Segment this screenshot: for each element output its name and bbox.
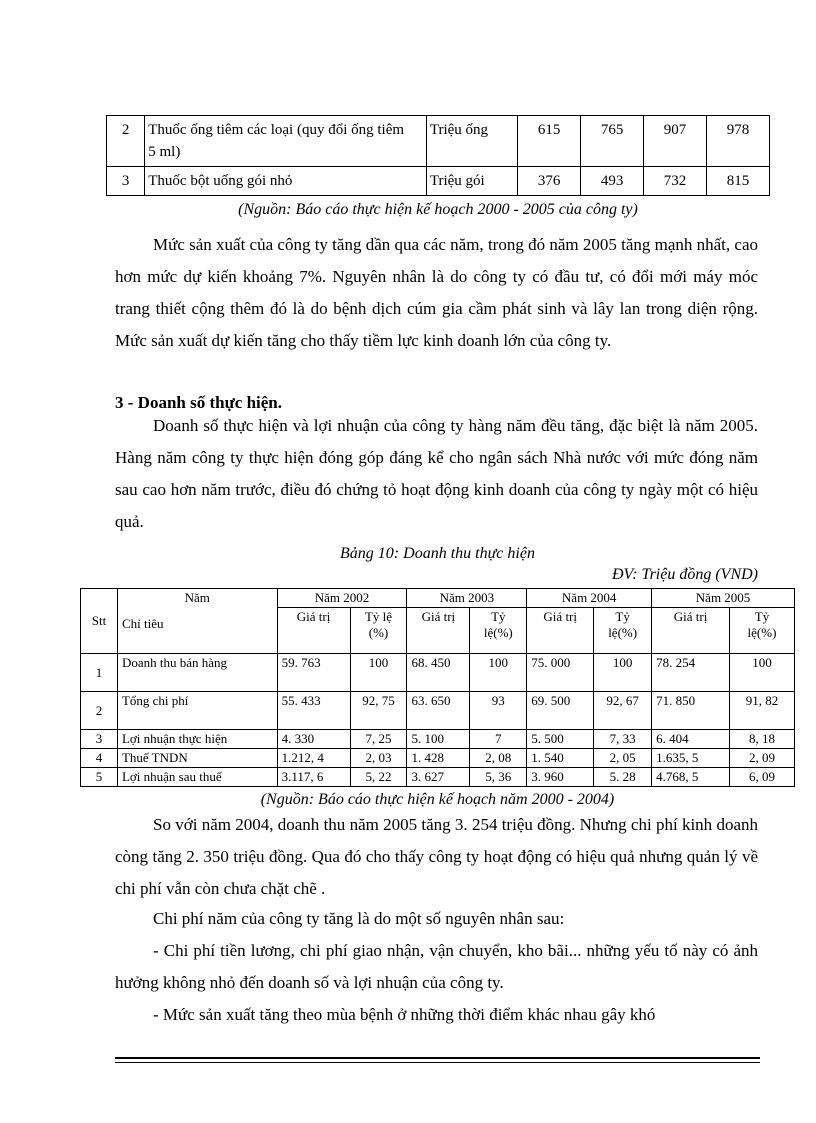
cell-value: 6. 404 [652, 730, 730, 749]
row-value: 615 [518, 116, 581, 167]
value-header: Giá trị [407, 608, 470, 654]
cell-ratio: 5, 22 [350, 768, 407, 787]
ratio-header-bottom: (%) [368, 625, 389, 640]
cell-ratio: 100 [729, 654, 794, 692]
ratio-header-top: Tỷ [491, 609, 506, 624]
paragraph-revenue: Doanh số thực hiện và lợi nhuận của công ty hàng năm đều tăng, đặc biệt là năm 2005. Hàng năm công ty thực hiện đóng góp đáng kể cho ngân sách Nhà nước với mức đóng năm sau cao hơn năm trước, điều đó chứng tỏ hoạt động kinh doanh của công ty ngày một có hiệu quả. [115, 416, 758, 531]
footer-rule-thick [115, 1057, 760, 1059]
paragraph-comparison: So với năm 2004, doanh thu năm 2005 tăng 3. 254 triệu đồng. Nhưng chi phí kinh doanh còng tăng 2. 350 triệu đồng. Qua đó cho thấy công ty hoạt động có hiệu quả nhưng quản lý về chi phí vẫn còn chưa chặt chẽ . [115, 815, 758, 898]
cell-value: 1. 428 [407, 749, 470, 768]
row-indicator: Tổng chi phí [117, 692, 277, 730]
cell-value: 5. 500 [527, 730, 594, 749]
row-name-line2: 5 ml) [148, 144, 181, 160]
ratio-header-bottom: lệ(%) [483, 625, 513, 640]
cell-ratio: 5. 28 [594, 768, 652, 787]
cell-value: 4. 330 [277, 730, 350, 749]
row-name-line1: Thuốc ống tiêm các loại (quy đổi ống tiêm [148, 122, 405, 138]
table10-source: (Nguồn: Báo cáo thực hiện kế hoạch năm 2000 - 2004) [260, 791, 615, 808]
row-name [145, 116, 427, 167]
revenue-table [80, 588, 795, 787]
table-row [107, 116, 770, 167]
table-row [107, 167, 770, 196]
row-stt: 4 [81, 749, 118, 768]
cell-value: 1.212, 4 [277, 749, 350, 768]
table-row [81, 730, 795, 749]
cell-ratio: 8, 18 [729, 730, 794, 749]
value-header: Giá trị [652, 608, 730, 654]
ratio-header [594, 608, 652, 654]
row-stt: 2 [107, 116, 145, 167]
table10-unit-note: ĐV: Triệu đồng (VND) [611, 566, 758, 583]
cell-ratio: 92, 75 [350, 692, 407, 730]
cell-ratio: 7 [470, 730, 527, 749]
cell-ratio: 93 [470, 692, 527, 730]
row-value: 732 [644, 167, 707, 196]
ratio-header [350, 608, 407, 654]
paragraph-cost-intro: Chi phí năm của công ty tăng là do một số nguyên nhân sau: [153, 909, 565, 928]
stt-header: Stt [81, 589, 118, 654]
cell-ratio: 91, 82 [729, 692, 794, 730]
row-indicator: Doanh thu bán hàng [117, 654, 277, 692]
ratio-header [470, 608, 527, 654]
cell-ratio: 6, 09 [729, 768, 794, 787]
table-row [81, 654, 795, 692]
value-header: Giá trị [277, 608, 350, 654]
cell-ratio: 2, 09 [729, 749, 794, 768]
cell-ratio: 2, 08 [470, 749, 527, 768]
row-value: 815 [706, 167, 769, 196]
row-stt: 5 [81, 768, 118, 787]
section-heading: 3 - Doanh số thực hiện. [115, 393, 283, 412]
table-row [81, 768, 795, 787]
cell-ratio: 5, 36 [470, 768, 527, 787]
cell-ratio: 2, 05 [594, 749, 652, 768]
value-header: Giá trị [527, 608, 594, 654]
table10-title: Bảng 10: Doanh thu thực hiện [340, 545, 535, 562]
cell-value: 59. 763 [277, 654, 350, 692]
row-name: Thuốc bột uống gói nhỏ [145, 167, 427, 196]
header-row [81, 589, 795, 608]
paragraph-cost-item2: - Mức sản xuất tăng theo mùa bệnh ở những thời điểm khác nhau gây khó [153, 1005, 656, 1024]
ratio-header-top: Tỷ [754, 609, 770, 624]
cell-ratio: 100 [594, 654, 652, 692]
cell-value: 55. 433 [277, 692, 350, 730]
cell-value: 69. 500 [527, 692, 594, 730]
cell-ratio: 100 [350, 654, 407, 692]
row-value: 978 [706, 116, 769, 167]
row-value: 765 [581, 116, 644, 167]
row-unit: Triệu ống [426, 116, 517, 167]
row-indicator: Lợi nhuận sau thuế [117, 768, 277, 787]
cell-value: 1. 540 [527, 749, 594, 768]
row-stt: 1 [81, 654, 118, 692]
ratio-header-top: Tỷ [615, 609, 630, 624]
cell-ratio: 7, 25 [350, 730, 407, 749]
row-indicator: Thuế TNDN [117, 749, 277, 768]
ratio-header [729, 608, 794, 654]
cell-value: 78. 254 [652, 654, 730, 692]
row-value: 376 [518, 167, 581, 196]
cell-ratio: 2, 03 [350, 749, 407, 768]
cell-value: 3.117, 6 [277, 768, 350, 787]
cell-value: 4.768, 5 [652, 768, 730, 787]
footer-rule-thin [115, 1062, 760, 1063]
cell-value: 68. 450 [407, 654, 470, 692]
cell-value: 63. 650 [407, 692, 470, 730]
cell-value: 1.635, 5 [652, 749, 730, 768]
ratio-header-bottom: lệ(%) [747, 625, 777, 640]
indicator-header-label: Chỉ tiêu [121, 616, 164, 631]
cell-value: 75. 000 [527, 654, 594, 692]
cell-value: 3. 627 [407, 768, 470, 787]
year-header: Năm 2004 [527, 589, 652, 608]
cell-ratio: 100 [470, 654, 527, 692]
table9-source: (Nguồn: Báo cáo thực hiện kế hoạch 2000 - 2005 của công ty) [238, 201, 638, 218]
year-header: Năm 2002 [277, 589, 407, 608]
year-indicator-header [117, 589, 277, 654]
year-header-label: Năm [184, 590, 210, 605]
cell-value: 3. 960 [527, 768, 594, 787]
row-stt: 3 [81, 730, 118, 749]
cell-value: 5. 100 [407, 730, 470, 749]
row-value: 493 [581, 167, 644, 196]
ratio-header-top: Tỷ lệ [364, 609, 393, 624]
paragraph-cost-item1: - Chi phí tiền lương, chi phí giao nhận, vận chuyển, kho bãi... những yếu tố này có ảnh hưởng không nhỏ đến doanh số và lợi nhuận của công ty. [115, 941, 758, 992]
year-header: Năm 2003 [407, 589, 527, 608]
row-unit: Triệu gói [426, 167, 517, 196]
cell-ratio: 92, 67 [594, 692, 652, 730]
paragraph-production: Mức sản xuất của công ty tăng dần qua các năm, trong đó năm 2005 tăng mạnh nhất, cao hơn mức dự kiến khoảng 7%. Nguyên nhân là do công ty có đầu tư, có đổi mới máy móc trang thiết cộng thêm đó là do bệnh dịch cúm gia cầm phát sinh và lây lan trong diện rộng. Mức sản xuất dự kiến tăng cho thấy tiềm lực kinh doanh lớn của công ty. [115, 235, 758, 350]
ratio-header-bottom: lệ(%) [608, 625, 638, 640]
row-indicator: Lợi nhuận thực hiện [117, 730, 277, 749]
production-table [106, 115, 770, 196]
cell-ratio: 7, 33 [594, 730, 652, 749]
row-stt: 2 [81, 692, 118, 730]
year-header: Năm 2005 [652, 589, 795, 608]
table-row [81, 692, 795, 730]
cell-value: 71. 850 [652, 692, 730, 730]
table-row [81, 749, 795, 768]
row-value: 907 [644, 116, 707, 167]
row-stt: 3 [107, 167, 145, 196]
